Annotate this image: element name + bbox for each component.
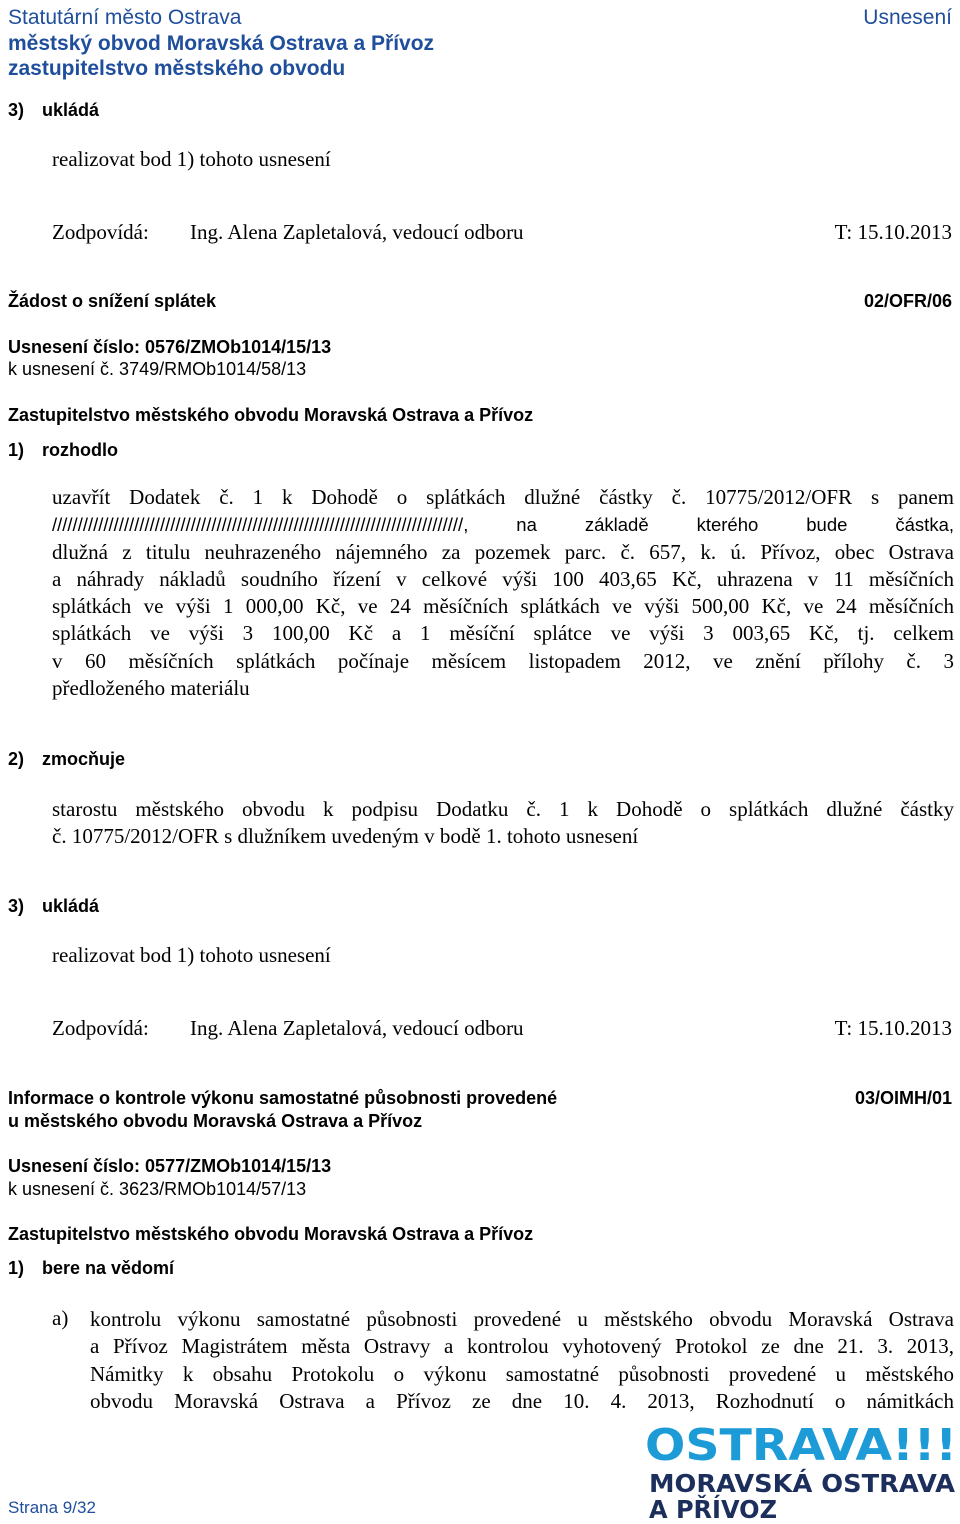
resolution2-title-line1: Informace o kontrole výkonu samostatné působnosti provedené — [8, 1088, 558, 1108]
resolution1-responsible-name: Ing. Alena Zapletalová, vedoucí odboru — [190, 1016, 524, 1040]
resolution1-body: Zastupitelstvo městského obvodu Moravská Ostrava a Přívoz — [8, 405, 534, 425]
paragraph-line: dlužná z titulu neuhrazeného nájemného za pozemek parc. č. 657, k. ú. Přívoz, obec Ostrava — [52, 539, 954, 564]
top-deadline: T: 15.10.2013 — [834, 220, 952, 244]
resolution1-code: 02/OFR/06 — [863, 291, 952, 311]
header-doc-type: Usnesení — [863, 6, 952, 29]
resolution2-reference: k usnesení č. 3623/RMOb1014/57/13 — [8, 1179, 307, 1199]
resolution2-title-line2: u městského obvodu Moravská Ostrava a Přívoz — [8, 1111, 423, 1131]
paragraph-line: ////////////////////////////////////////////////////////////////////////////////, na základě kterého bude částka, — [52, 514, 954, 536]
resolution2-item1-heading: 1) bere na vědomí — [8, 1258, 175, 1278]
paragraph-line: předloženého materiálu — [52, 676, 250, 701]
logo-line3: A PŘÍVOZ — [649, 1495, 777, 1519]
header-district: městský obvod Moravská Ostrava a Přívoz — [8, 32, 435, 55]
paragraph-line: splátkách ve výši 1 000,00 Kč, ve 24 měsíčních splátkách ve výši 500,00 Kč, ve 24 měsíčních — [52, 594, 954, 619]
top-responsible-label: Zodpovídá: — [52, 220, 149, 244]
resolution1-number: Usnesení číslo: 0576/ZMOb1014/15/13 — [8, 337, 332, 357]
paragraph-line: Námitky k obsahu Protokolu o výkonu samostatné působnosti provedené u městského — [90, 1361, 954, 1386]
paragraph-line: starostu městského obvodu k podpisu Dodatku č. 1 k Dohodě o splátkách dlužné částky — [52, 797, 954, 821]
resolution1-deadline: T: 15.10.2013 — [834, 1016, 952, 1040]
page-number: Strana 9/32 — [8, 1498, 96, 1517]
paragraph-line: uzavřít Dodatek č. 1 k Dohodě o splátkách dlužné částky č. 10775/2012/OFR s panem — [52, 485, 954, 509]
top-responsible-name: Ing. Alena Zapletalová, vedoucí odboru — [190, 220, 524, 244]
header-city: Statutární město Ostrava — [8, 6, 242, 29]
paragraph-line: v 60 měsíčních splátkách počínaje měsícem listopadem 2012, ve znění přílohy č. 3 — [52, 648, 954, 673]
logo-line1: OSTRAVA!!! — [645, 1420, 957, 1471]
resolution1-title: Žádost o snížení splátek — [8, 291, 217, 311]
paragraph-line: č. 10775/2012/OFR s dlužníkem uvedeným v bodě 1. tohoto usnesení — [52, 824, 639, 849]
resolution1-item2-heading: 2) zmocňuje — [8, 749, 126, 769]
resolution1-item1-heading: 1) rozhodlo — [8, 440, 118, 460]
resolution1-item3-text: realizovat bod 1) tohoto usnesení — [52, 943, 331, 967]
resolution2-sub-a-marker: a) — [52, 1306, 69, 1330]
resolution1-item3-heading: 3) ukládá — [8, 896, 100, 916]
resolution1-item2-text — [52, 796, 954, 851]
paragraph-line: obvodu Moravská Ostrava a Přívoz ze dne 10. 4. 2013, Rozhodnutí o námitkách — [90, 1388, 954, 1413]
resolution2-code: 03/OIMH/01 — [854, 1088, 952, 1108]
paragraph-line: a Přívoz Magistrátem města Ostravy a kontrolou vyhotovený Protokol ze dne 21. 3. 2013, — [90, 1334, 954, 1359]
resolution1-reference: k usnesení č. 3749/RMOb1014/58/13 — [8, 359, 307, 379]
resolution2-sub-a-text — [90, 1306, 954, 1415]
resolution2-body: Zastupitelstvo městského obvodu Moravská Ostrava a Přívoz — [8, 1224, 534, 1244]
top-item-heading: 3) ukládá — [8, 100, 100, 120]
resolution1-responsible-label: Zodpovídá: — [52, 1016, 149, 1040]
paragraph-line: a náhrady nákladů soudního řízení v celkové výši 100 403,65 Kč, uhrazena v 11 měsíčních — [52, 566, 954, 591]
resolution2-number: Usnesení číslo: 0577/ZMOb1014/15/13 — [8, 1156, 332, 1176]
header-council: zastupitelstvo městského obvodu — [8, 57, 346, 80]
paragraph-line: kontrolu výkonu samostatné působnosti provedené u městského obvodu Moravská Ostrava — [90, 1307, 954, 1331]
top-item-text: realizovat bod 1) tohoto usnesení — [52, 147, 331, 171]
ostrava-logo — [615, 1418, 960, 1519]
resolution1-item1-text — [52, 484, 954, 702]
paragraph-line: splátkách ve výši 3 100,00 Kč a 1 měsíční splátce ve výši 3 003,65 Kč, tj. celkem — [52, 621, 954, 646]
logo-line2: MORAVSKÁ OSTRAVA — [649, 1469, 956, 1498]
